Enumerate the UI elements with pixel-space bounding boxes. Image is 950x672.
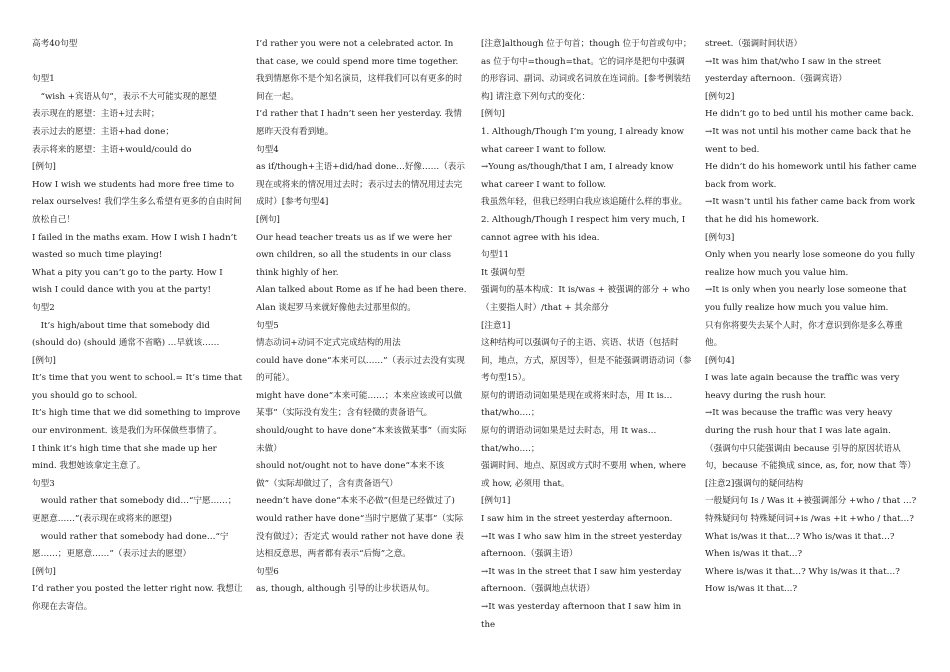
- paragraph: 我虽然年轻，但我已经明白我应该追随什么样的事业。: [481, 197, 688, 208]
- paragraph: 句型3: [32, 478, 55, 489]
- text-column-2: [256, 36, 468, 599]
- paragraph: needn’t have done“本来不必做”(但是已经做过了): [256, 496, 455, 507]
- paragraph: I think it’s high time that she made up her mind. 我想她该拿定主意了。: [32, 443, 217, 472]
- paragraph: [例句4]: [705, 355, 735, 366]
- paragraph: would rather that somebody did…“宁愿……；更愿意……”(表示现在或将来的愿望): [32, 496, 237, 525]
- paragraph: [例句]: [32, 355, 56, 366]
- paragraph: →It was in the street that I saw him yesterday afternoon.（强调地点状语）: [481, 566, 682, 595]
- paragraph: 一般疑问句 Is / Was it +被强调部分 +who / that …?: [705, 496, 917, 507]
- paragraph: Alan talked about Rome as if he had been there. Alan 谈起罗马来就好像他去过那里似的。: [256, 285, 467, 313]
- paragraph: →It was because the traffic was very heavy during the rush hour that I was late again.: [705, 408, 893, 437]
- paragraph: →Young as/though/that I am, I already know what career I want to follow.: [481, 162, 674, 190]
- paragraph: might have done“本来可能……；本来应该或可以做某事”（实际没有发生；含有轻微的责备语气。: [256, 390, 463, 419]
- paragraph: “wish +宾语从句”，表示不大可能实现的愿望: [32, 91, 217, 102]
- paragraph: 情态动词+动词不定式完成结构的用法: [256, 338, 401, 349]
- paragraph: →It was not until his mother came back that he went to bed.: [705, 126, 911, 155]
- paragraph: would rather that somebody had done…“宁愿……；更愿意……”（表示过去的愿望）: [32, 531, 229, 560]
- paragraph: Only when you nearly lose someone do you fully realize how much you value him.: [705, 250, 915, 278]
- paragraph: would rather have done“当时宁愿做了某事”（实际没有做过）；否定式 would rather not have done 表达相反意思，两者都有表示“后悔”之意。: [256, 514, 464, 560]
- paragraph: [32, 54, 244, 72]
- paragraph: could have done“本来可以……”（表示过去没有实现的可能）。: [256, 355, 465, 384]
- paragraph: →It was yesterday afternoon that I saw him in the: [481, 602, 682, 630]
- paragraph: What a pity you can’t go to the party. How I wish I could dance with you at the party!: [32, 267, 223, 296]
- paragraph: 句型11: [481, 250, 510, 261]
- paragraph: I was late again because the traffic was very heavy during the rush hour.: [705, 373, 900, 401]
- paragraph: [例句]: [481, 109, 505, 120]
- paragraph: I’d rather that I hadn’t seen her yesterday. 我情愿昨天没有看到她。: [256, 109, 462, 137]
- paragraph: as if/though+主语+did/had done…好像……（表示现在或将来的情况用过去时；表示过去的情况用过去完成时）[参考句型4]: [256, 162, 465, 208]
- paragraph: 特殊疑问句 特殊疑问词+is /was +it +who / that…?: [705, 514, 914, 525]
- paragraph: →It was I who saw him in the street yesterday afternoon.（强调主语）: [481, 531, 682, 560]
- paragraph: [注意2]强调句的疑问结构: [705, 478, 804, 489]
- paragraph: How I wish we students had more free time to relax ourselves! 我们学生多么希望有更多的自由时间放松自己！: [32, 179, 242, 225]
- paragraph: I failed in the maths exam. How I wish I hadn’t wasted so much time playing!: [32, 232, 237, 261]
- paragraph: （强调句中只能强调由 because 引导的原因状语从句，because 不能换成 since, as, for, now that 等）: [705, 443, 916, 472]
- paragraph: 1. Although/Though I’m young, I already know what career I want to follow.: [481, 126, 685, 155]
- paragraph: 这种结构可以强调句子的主语、宾语、状语（包括时间，地点，方式，原因等），但是不能强调谓语动词（参考句型15）。: [481, 338, 692, 384]
- paragraph: Where is/was it that…? Why is/was it that…? How is/was it that…?: [705, 566, 900, 595]
- paragraph: as, though, although 引导的让步状语从句。: [256, 584, 435, 595]
- paragraph: Our head teacher treats us as if we were her own children, so all the students in our class think highly of her.: [256, 232, 452, 278]
- paragraph: He didn’t go to bed until his mother came back.: [705, 109, 914, 120]
- text-column-1: [32, 36, 244, 617]
- paragraph: I saw him in the street yesterday afternoon.: [481, 514, 673, 525]
- paragraph: 只有你将要失去某个人时，你才意识到你是多么尊重他。: [705, 320, 903, 349]
- paragraph: 强调句的基本构成：It is/was + 被强调的部分 + who（主要指人时）/that + 其余部分: [481, 285, 690, 313]
- paragraph: →It is only when you nearly lose someone that you fully realize how much you value him.: [705, 285, 907, 313]
- paragraph: 原句的谓语动词如果是现在或将来时态，用 It is…that/who….；: [481, 390, 673, 419]
- paragraph: [例句]: [256, 214, 280, 225]
- paragraph: 句型1: [32, 74, 55, 85]
- paragraph: 句型4: [256, 144, 279, 155]
- paragraph: It 强调句型: [481, 267, 525, 278]
- paragraph: It’s high time that we did something to improve our environment. 该是我们为环保做些事情了。: [32, 408, 241, 437]
- paragraph: [注意1]: [481, 320, 511, 331]
- paragraph: 2. Although/Though I respect him very much, I cannot agree with his idea.: [481, 214, 686, 243]
- paragraph: [注意]although 位于句首；though 位于句首或句中；as 位于句中=though=that。它的词序是把句中强调的形容词、副词、动词或名词放在连词前。[参考例装结构] 请注意下列句式的变化：: [481, 39, 692, 102]
- paragraph: should/ought to have done“本来该做某事”（而实际未做）: [256, 426, 467, 454]
- paragraph: [例句2]: [705, 91, 735, 102]
- paragraph: [例句3]: [705, 232, 735, 243]
- paragraph: 表示过去的愿望：主语+had done；: [32, 126, 174, 137]
- paragraph: 原句的谓语动词如果是过去时态，用 It was…that/who….；: [481, 426, 657, 454]
- paragraph: 表示现在的愿望：主语+过去时；: [32, 109, 160, 120]
- paragraph: I’d rather you were not a celebrated actor. In that case, we could spend more time together.: [256, 39, 459, 67]
- paragraph: 句型2: [32, 302, 55, 313]
- paragraph: 高考40句型: [32, 39, 78, 49]
- paragraph: should not/ought not to have done“本来不该做”（实际却做过了，含有责备语气）: [256, 461, 445, 489]
- paragraph: It’s time that you went to school.= It’s time that you should go to school.: [32, 373, 242, 401]
- text-column-3: [481, 36, 693, 634]
- paragraph: [例句]: [32, 566, 56, 577]
- paragraph: [例句]: [32, 162, 56, 173]
- paragraph: 我到情愿你不是个知名演员，这样我们可以有更多的时间在一起。: [256, 74, 463, 102]
- paragraph: It’s high/about time that somebody did (should do) (should 通常不省略) …早就该……: [32, 320, 220, 349]
- paragraph: 强调时间、地点、原因或方式时不要用 when, where 或 how, 必须用 that。: [481, 461, 686, 489]
- paragraph: →It wasn’t until his father came back from work that he did his homework.: [705, 197, 915, 225]
- paragraph: He didn’t do his homework until his father came back from work.: [705, 162, 917, 190]
- paragraph: What is/was it that…? Who is/was it that…? When is/was it that…?: [705, 531, 895, 560]
- paragraph: 表示将来的愿望：主语+would/could do: [32, 144, 192, 155]
- text-column-4: [705, 36, 917, 599]
- paragraph: →It was him that/who I saw in the street yesterday afternoon.（强调宾语）: [705, 56, 881, 85]
- paragraph: 句型5: [256, 320, 279, 331]
- paragraph: I’d rather you posted the letter right now. 我想让你现在去寄信。: [32, 584, 243, 612]
- paragraph: 句型6: [256, 566, 279, 577]
- paragraph: street.（强调时间状语）: [705, 39, 803, 49]
- paragraph: [例句1]: [481, 496, 511, 507]
